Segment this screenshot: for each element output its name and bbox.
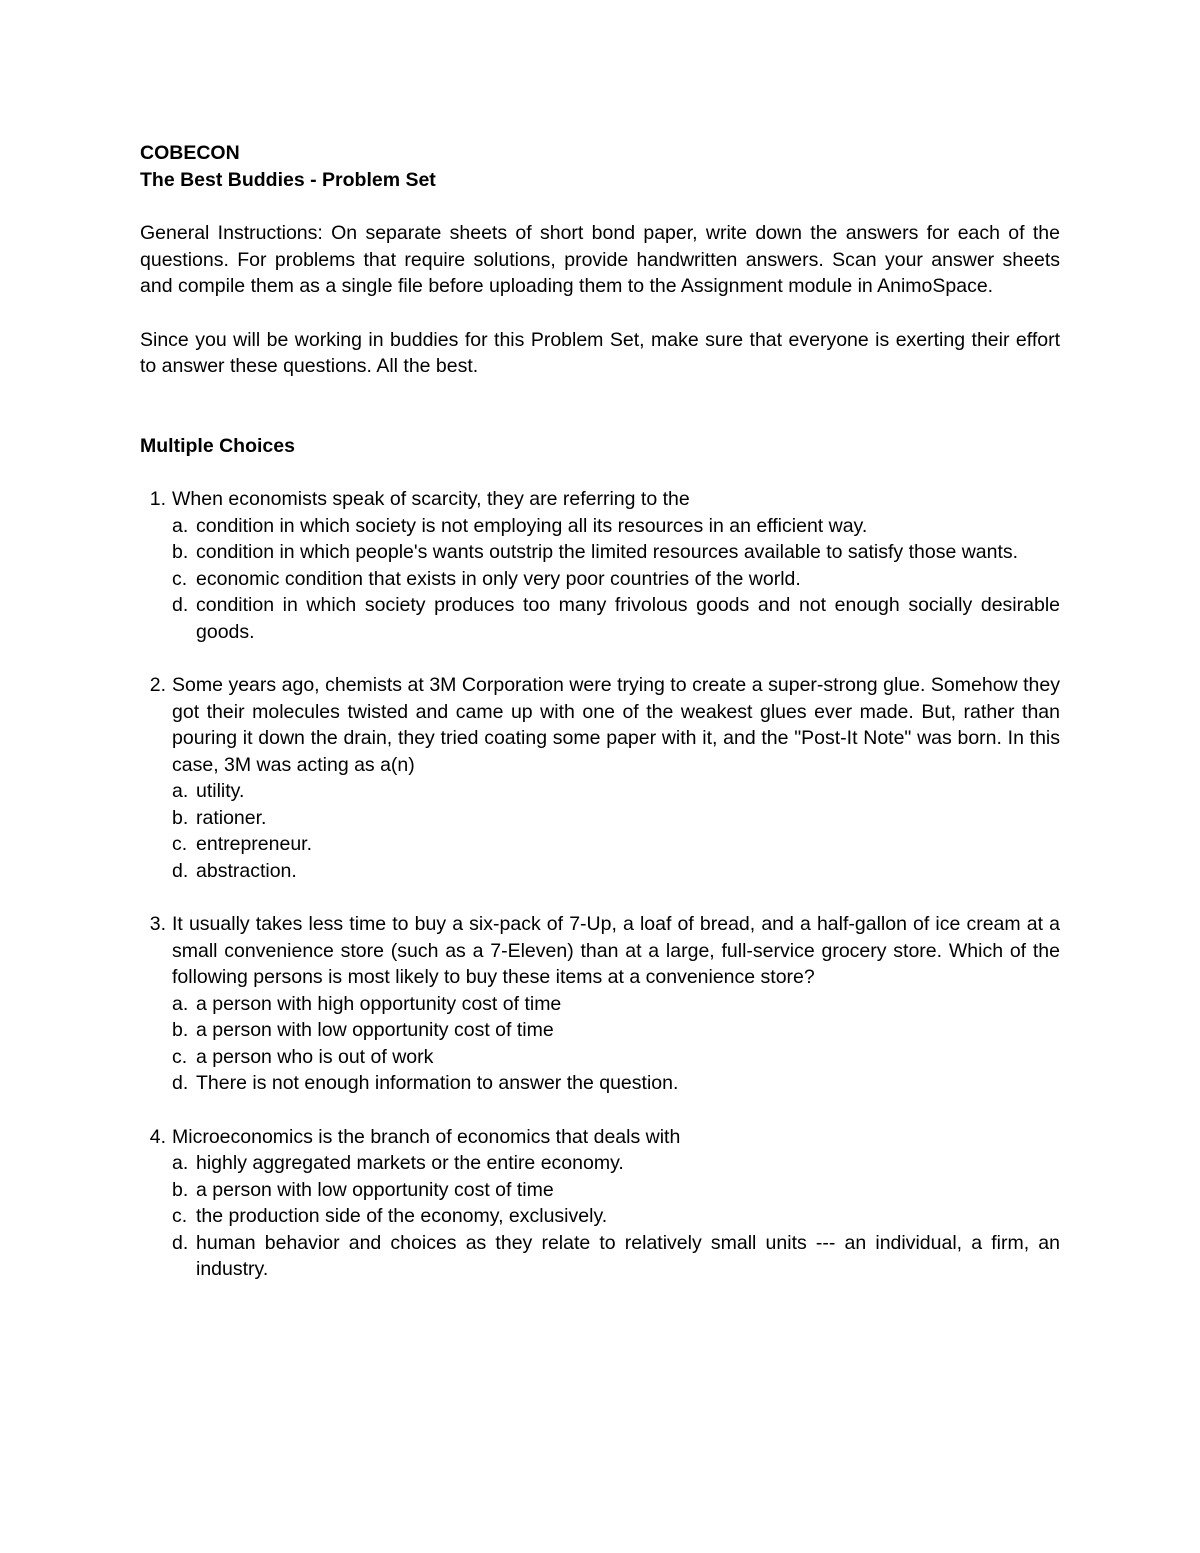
choice-item <box>172 1044 1060 1071</box>
choice-letter: a. <box>172 992 189 1015</box>
choice-letter: d. <box>172 1072 189 1094</box>
choice-item <box>172 858 1060 885</box>
choice-text: There is not enough information to answer the question. <box>196 1072 679 1094</box>
choice-letter: b. <box>172 806 189 829</box>
choice-text: utility. <box>196 780 245 802</box>
choice-list <box>172 513 1060 646</box>
choice-text: a person with low opportunity cost of time <box>196 1178 554 1201</box>
choice-list <box>172 991 1060 1097</box>
choice-item <box>172 1177 1060 1204</box>
choice-letter: a. <box>172 1152 189 1174</box>
choice-letter: c. <box>172 833 188 855</box>
choice-text: a person with high opportunity cost of time <box>196 992 562 1015</box>
question-list <box>140 486 1060 1283</box>
question-text: When economists speak of scarcity, they are referring to the <box>172 488 690 510</box>
choice-text: condition in which society produces too many frivolous goods and not enough socially desirable goods. <box>196 594 1060 643</box>
choice-item <box>172 513 1060 540</box>
choice-item <box>172 1203 1060 1230</box>
choice-item <box>172 539 1060 566</box>
document-title: The Best Buddies - Problem Set <box>140 168 436 191</box>
choice-item <box>172 805 1060 832</box>
buddies-note: Since you will be working in buddies for this Problem Set, make sure that everyone is exerting their effort to answer these questions. All the best. <box>140 328 1060 377</box>
question-number: 2. <box>149 674 166 696</box>
question-number: 3. <box>149 913 166 935</box>
question-item <box>140 1124 1060 1283</box>
choice-item <box>172 1230 1060 1283</box>
choice-text: a person who is out of work <box>196 1045 434 1068</box>
question-text: It usually takes less time to buy a six-pack of 7-Up, a loaf of bread, and a half-gallon of ice cream at a small convenience store (such as a 7-Eleven) than at a large, full-service grocery store. Which of the following persons is most likely to buy these items at a convenience store? <box>172 913 1060 988</box>
choice-text: economic condition that exists in only very poor countries of the world. <box>196 567 801 590</box>
choice-letter: b. <box>172 1019 189 1041</box>
choice-text: a person with low opportunity cost of time <box>196 1019 554 1041</box>
choice-item <box>172 592 1060 645</box>
choice-letter: d. <box>172 1231 189 1254</box>
choice-text: highly aggregated markets or the entire economy. <box>196 1152 624 1174</box>
choice-item <box>172 831 1060 858</box>
choice-letter: c. <box>172 1205 188 1227</box>
choice-item <box>172 566 1060 593</box>
choice-letter: a. <box>172 780 189 802</box>
choice-letter: a. <box>172 514 189 537</box>
choice-text: abstraction. <box>196 859 297 882</box>
question-text: Microeconomics is the branch of economics that deals with <box>172 1125 681 1148</box>
question-item <box>140 672 1060 884</box>
general-instructions: General Instructions: On separate sheets of short bond paper, write down the answers for each of the questions. For problems that require solutions, provide handwritten answers. Scan your answer sheets and compile them as a single file before uploading them to the Assignment module in AnimoSpace. <box>140 222 1060 297</box>
choice-item <box>172 1150 1060 1177</box>
choice-text: human behavior and choices as they relate to relatively small units --- an individual, a firm, an industry. <box>196 1231 1060 1280</box>
choice-text: rationer. <box>196 806 267 829</box>
choice-item <box>172 991 1060 1018</box>
question-item <box>140 911 1060 1097</box>
section-title: Multiple Choices <box>140 434 295 457</box>
choice-item <box>172 778 1060 805</box>
question-number: 1. <box>149 488 166 510</box>
choice-letter: b. <box>172 541 189 563</box>
choice-text: entrepreneur. <box>196 833 313 855</box>
choice-item <box>172 1017 1060 1044</box>
choice-list <box>172 1150 1060 1283</box>
choice-item <box>172 1070 1060 1097</box>
question-item <box>140 486 1060 645</box>
question-number: 4. <box>149 1125 166 1148</box>
choice-list <box>172 778 1060 884</box>
choice-letter: d. <box>172 594 189 616</box>
choice-letter: c. <box>172 1045 188 1068</box>
choice-letter: d. <box>172 859 189 882</box>
choice-letter: c. <box>172 567 188 590</box>
choice-text: condition in which society is not employing all its resources in an efficient way. <box>196 514 868 537</box>
choice-text: the production side of the economy, exclusively. <box>196 1205 608 1227</box>
document-page <box>140 140 1060 1310</box>
course-code: COBECON <box>140 142 240 164</box>
question-text: Some years ago, chemists at 3M Corporation were trying to create a super-strong glue. Somehow they got their molecules twisted and came up with one of the weakest glues ever made. But, rather than pouring it down the drain, they tried coating some paper with it, and the "Post-It Note" was born. In this case, 3M was acting as a(n) <box>172 674 1060 776</box>
choice-letter: b. <box>172 1178 189 1201</box>
choice-text: condition in which people's wants outstrip the limited resources available to satisfy those wants. <box>196 541 1019 563</box>
